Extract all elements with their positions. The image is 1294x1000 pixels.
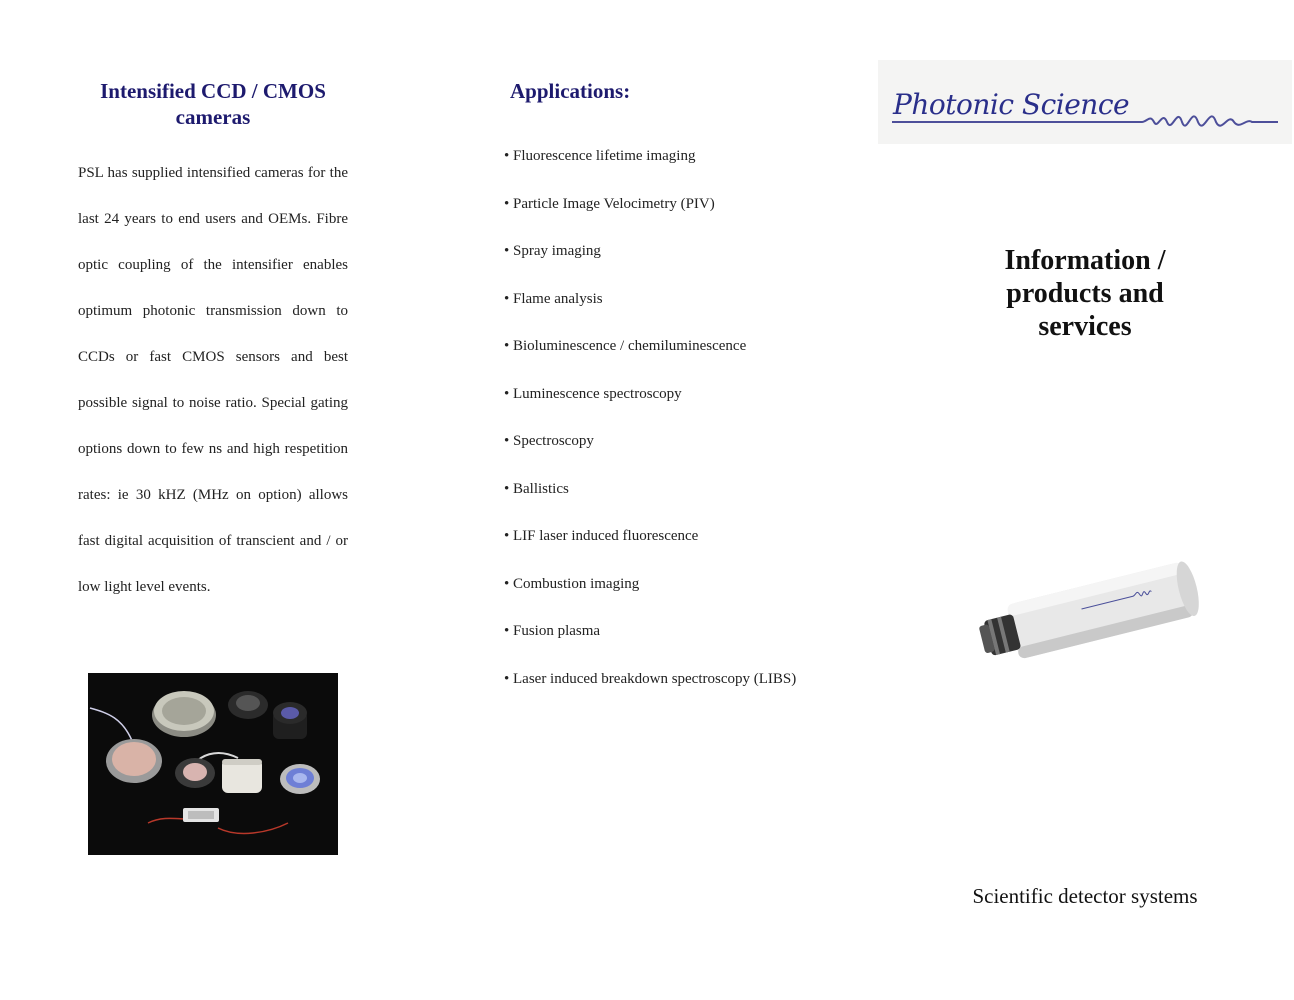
brochure-title: Information / products and services <box>1004 245 1166 342</box>
list-item: • Ballistics <box>504 480 569 497</box>
applications-list <box>504 146 864 716</box>
list-item: • Laser induced breakdown spectroscopy (LIBS) <box>504 670 797 687</box>
list-item: • Luminescence spectroscopy <box>504 385 682 402</box>
intensifier-components-photo <box>88 673 338 855</box>
cameras-description: PSL has supplied intensified cameras for the last 24 years to end users and OEMs. Fibre optic coupling of the intensifier enables optimum photonic transmission down to CCDs or fast CMOS sensors and best possible signal to noise ratio. Special gating options down to few ns and high respetition rates: ie 30 kHZ (MHz on option) allows fast digital acquisition of transcient and / or low light level events. <box>78 165 348 595</box>
brochure-subtitle: Scientific detector systems <box>972 884 1198 908</box>
list-item: • Particle Image Velocimetry (PIV) <box>504 195 715 212</box>
applications-heading: Applications: <box>510 79 631 103</box>
waveform-icon <box>892 100 1282 140</box>
intro-column <box>78 78 348 610</box>
list-item: • Spray imaging <box>504 243 601 259</box>
list-item: • Fusion plasma <box>504 623 601 639</box>
camera-photo <box>970 555 1210 670</box>
list-item: • LIF laser induced fluorescence <box>504 528 699 544</box>
cameras-heading: Intensified CCD / CMOS cameras <box>100 79 326 129</box>
applications-column <box>504 78 864 687</box>
list-item: • Spectroscopy <box>504 433 594 449</box>
list-item: • Bioluminescence / chemiluminescence <box>504 338 747 354</box>
photonic-science-logo <box>878 60 1292 144</box>
list-item: • Combustion imaging <box>504 575 640 592</box>
list-item: • Flame analysis <box>504 290 603 307</box>
list-item: • Fluorescence lifetime imaging <box>504 148 696 164</box>
logo-text: Photonic Science <box>893 88 1130 121</box>
